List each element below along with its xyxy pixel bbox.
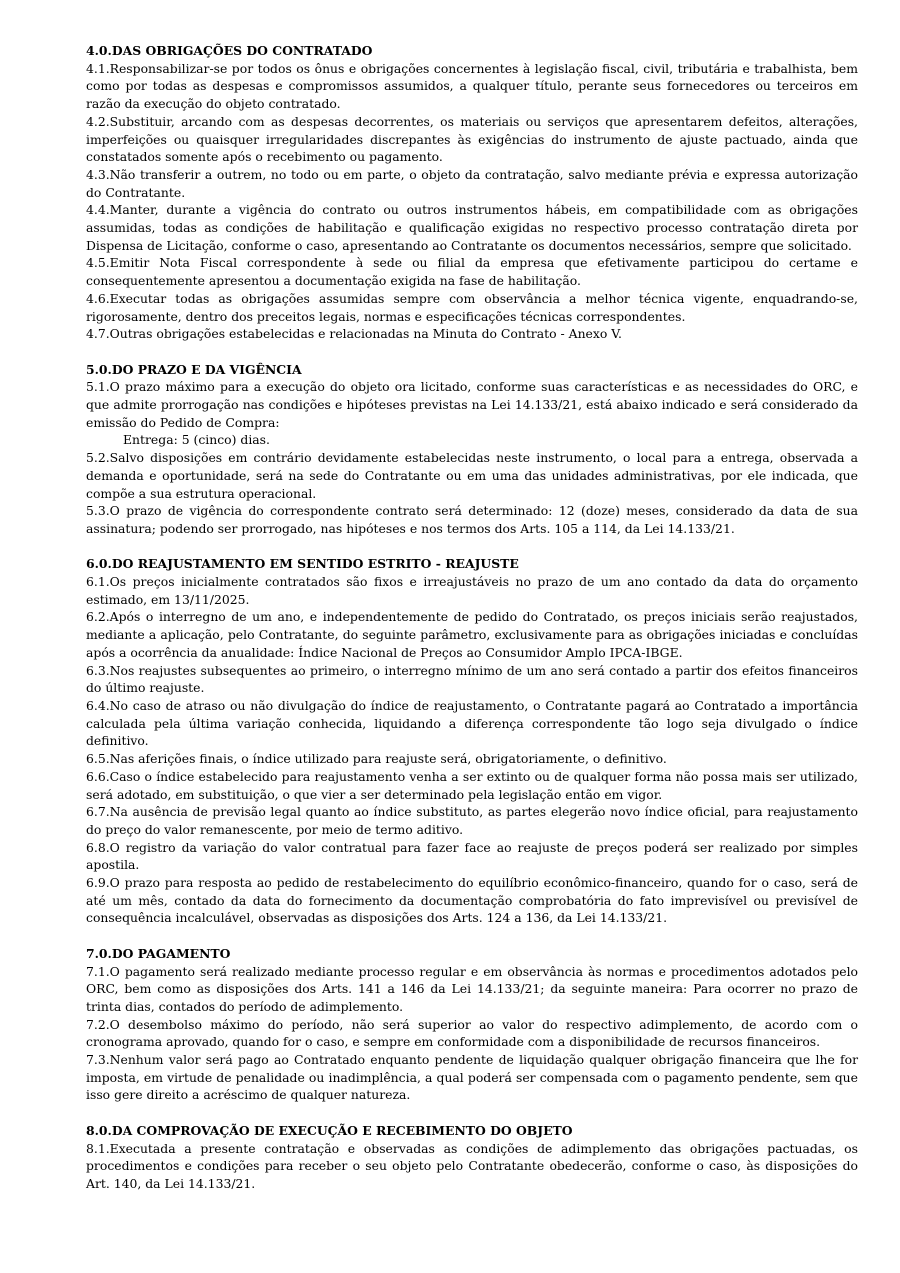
clause-7-1: 7.1.O pagamento será realizado mediante processo regular e em observância às normas e procedimentos adotados pelo ORC, bem como as disposições dos Arts. 141 a 146 da Lei 14.133/21; da seguinte maneira: Para ocorrer no prazo de trinta dias, contados do período de adimplemento.	[86, 963, 858, 1014]
section-prazo-vigencia	[86, 361, 858, 538]
clause-4-2: 4.2.Substituir, arcando com as despesas decorrentes, os materiais ou serviços que apresentarem defeitos, alterações, imperfeições ou quaisquer irregularidades discrepantes às exigências do instrumento de ajuste pactuado, ainda que constatados somente após o recebimento ou pagamento.	[86, 113, 858, 165]
clause-6-7: 6.7.Na ausência de previsão legal quanto ao índice substituto, as partes elegerão novo índice oficial, para reajustamento do preço do valor remanescente, por meio de termo aditivo.	[86, 804, 858, 837]
clause-6-3: 6.3.Nos reajustes subsequentes ao primeiro, o interregno mínimo de um ano será contado a partir dos efeitos financeiros do último reajuste.	[86, 662, 858, 696]
section-reajustamento	[86, 555, 858, 927]
clause-5-3: 5.3.O prazo de vigência do correspondente contrato será determinado: 12 (doze) meses, considerado da data de sua assinatura; podendo ser prorrogado, nas hipóteses e nos termos dos Arts. 105 a 114, da Lei 14.133/21.	[86, 503, 858, 536]
document-page	[86, 42, 858, 1193]
section-comprovacao-execucao	[86, 1122, 858, 1193]
clause-4-1: 4.1.Responsabilizar-se por todos os ônus e obrigações concernentes à legislação fiscal, civil, tributária e trabalhista, bem como por todas as despesas e compromissos assumidos, a qualquer título, perante seus fornecedores ou terceiros em razão da execução do objeto contratado.	[86, 60, 858, 112]
clause-7-2: 7.2.O desembolso máximo do período, não será superior ao valor do respectivo adimplemento, de acordo com o cronograma aprovado, quando for o caso, e sempre em conformidade com a disponibilidade de recursos financeiros.	[86, 1016, 858, 1050]
section-heading: 5.0.DO PRAZO E DA VIGÊNCIA	[86, 361, 302, 377]
clause-7-3: 7.3.Nenhum valor será pago ao Contratado enquanto pendente de liquidação qualquer obrigação financeira que lhe for imposta, em virtude de penalidade ou inadimplência, a qual poderá ser compensada com o pagamento pendente, sem que isso gere direito a acréscimo de qualquer natureza.	[86, 1052, 858, 1103]
clause-6-9: 6.9.O prazo para resposta ao pedido de restabelecimento do equilíbrio econômico-financeiro, quando for o caso, será de até um mês, contado da data do fornecimento da documentação comprobatória do fato imprevisível ou previsível de consequência incalculável, observadas as disposições dos Arts. 124 a 136, da Lei 14.133/21.	[86, 875, 858, 926]
section-pagamento	[86, 945, 858, 1104]
clause-6-6: 6.6.Caso o índice estabelecido para reajustamento venha a ser extinto ou de qualquer forma não possa mais ser utilizado, será adotado, em substituição, o que vier a ser determinado pela legislação então em vigor.	[86, 768, 858, 802]
clause-6-4: 6.4.No caso de atraso ou não divulgação do índice de reajustamento, o Contratante pagará ao Contratado a importância calculada pela última variação conhecida, liquidando a diferença correspondente tão logo seja divulgado o índice definitivo.	[86, 697, 858, 749]
clause-8-1: 8.1.Executada a presente contratação e observadas as condições de adimplemento das obrigações pactuadas, os procedimentos e condições para receber o seu objeto pelo Contratante obedecerão, conforme o caso, às disposições do Art. 140, da Lei 14.133/21.	[86, 1140, 858, 1191]
clause-4-7: 4.7.Outras obrigações estabelecidas e relacionadas na Minuta do Contrato - Anexo V.	[86, 326, 622, 342]
clause-5-2: 5.2.Salvo disposições em contrário devidamente estabelecidas neste instrumento, o local para a entrega, observada a demanda e oportunidade, será na sede do Contratante ou em uma das unidades administrativas, por ele indicada, que compõe a sua estrutura operacional.	[86, 450, 858, 501]
clause-4-5: 4.5.Emitir Nota Fiscal correspondente à sede ou filial da empresa que efetivamente participou do certame e consequentemente apresentou a documentação exigida na fase de habilitação.	[86, 255, 858, 289]
clause-4-3: 4.3.Não transferir a outrem, no todo ou em parte, o objeto da contratação, salvo mediante prévia e expressa autorização do Contratante.	[86, 166, 858, 200]
section-heading: 7.0.DO PAGAMENTO	[86, 945, 231, 961]
clause-6-8: 6.8.O registro da variação do valor contratual para fazer face ao reajuste de preços poderá ser realizado por simples apostila.	[86, 839, 858, 873]
delivery-term: Entrega: 5 (cinco) dias.	[123, 432, 270, 448]
section-heading: 6.0.DO REAJUSTAMENTO EM SENTIDO ESTRITO - REAJUSTE	[86, 556, 519, 572]
clause-4-4: 4.4.Manter, durante a vigência do contrato ou outros instrumentos hábeis, em compatibilidade com as obrigações assumidas, todas as condições de habilitação e qualificação exigidas no respectivo processo contratação direta por Dispensa de Licitação, conforme o caso, apresentando ao Contratante os documentos necessários, sempre que solicitado.	[86, 202, 858, 253]
clause-6-1: 6.1.Os preços inicialmente contratados são fixos e irreajustáveis no prazo de um ano contado da data do orçamento estimado, em 13/11/2025.	[86, 574, 858, 607]
section-obrigacoes-contratado	[86, 42, 858, 343]
section-heading: 4.0.DAS OBRIGAÇÕES DO CONTRATADO	[86, 43, 373, 58]
clause-4-6: 4.6.Executar todas as obrigações assumidas sempre com observância a melhor técnica vigente, enquadrando-se, rigorosamente, dentro dos preceitos legais, normas e especificações técnicas correspondentes.	[86, 290, 858, 324]
clause-5-1: 5.1.O prazo máximo para a execução do objeto ora licitado, conforme suas características e as necessidades do ORC, e que admite prorrogação nas condições e hipóteses previstas na Lei 14.133/21, está abaixo indicado e será considerado da emissão do Pedido de Compra:	[86, 379, 858, 430]
section-heading: 8.0.DA COMPROVAÇÃO DE EXECUÇÃO E RECEBIMENTO DO OBJETO	[86, 1122, 573, 1138]
clause-6-5: 6.5.Nas aferições finais, o índice utilizado para reajuste será, obrigatoriamente, o definitivo.	[86, 751, 667, 767]
clause-6-2: 6.2.Após o interregno de um ano, e independentemente de pedido do Contratado, os preços iniciais serão reajustados, mediante a aplicação, pelo Contratante, do seguinte parâmetro, exclusivamente para as obrigações iniciadas e concluídas após a ocorrência da anualidade: Índice Nacional de Preços ao Consumidor Amplo IPCA-IBGE.	[86, 609, 858, 660]
